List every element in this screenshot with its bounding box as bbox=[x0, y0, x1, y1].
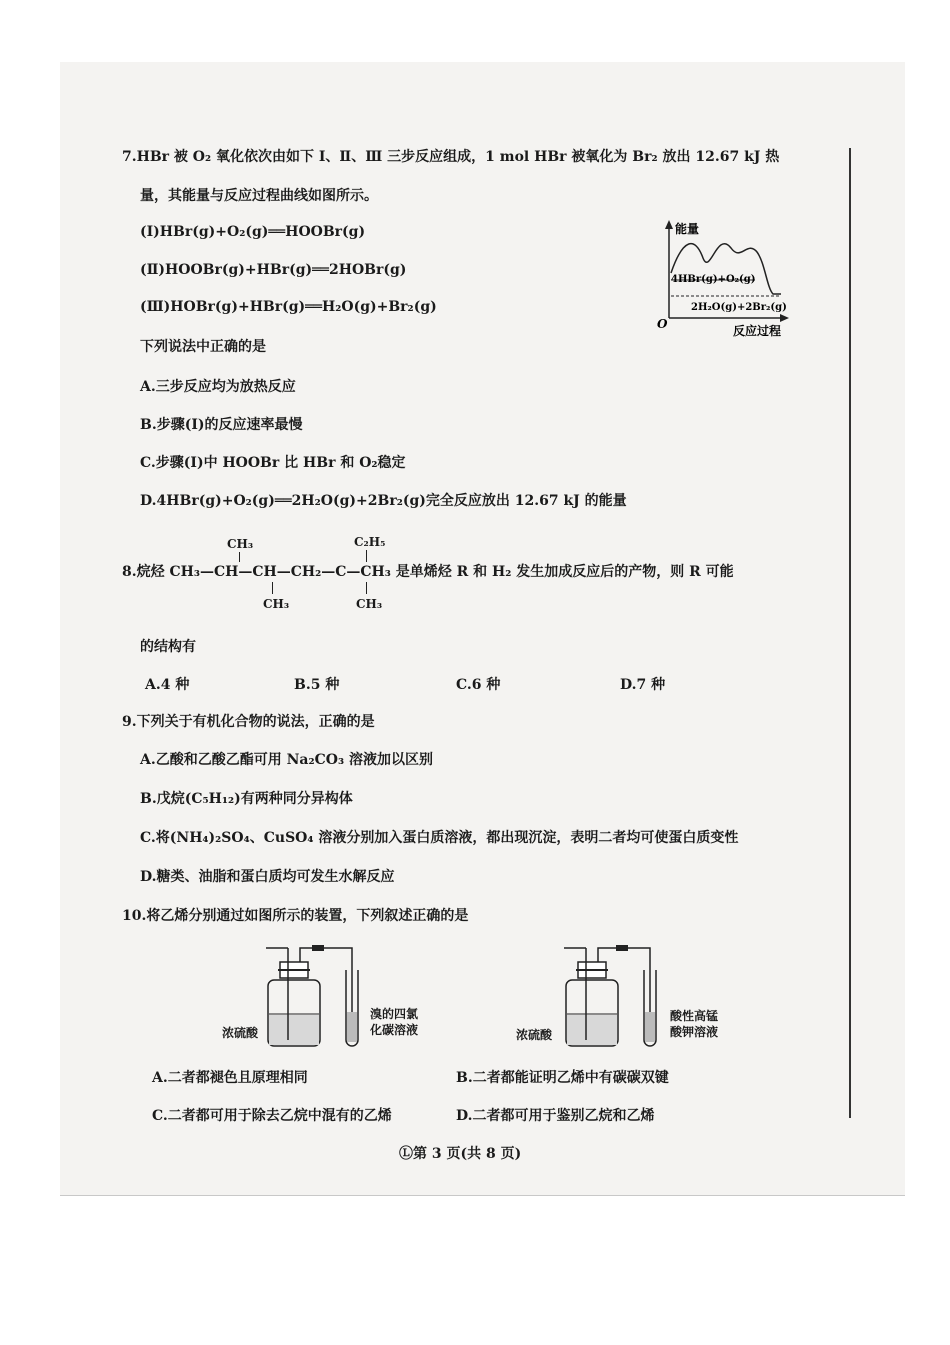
q8-stem-line1: 8.烷烃 CH₃—CH—CH—CH₂—C—CH₃ 是单烯烃 R 和 H₂ 发生加成反应后的产物，则 R 可能 bbox=[122, 564, 734, 580]
left-tube-label-2: 化碳溶液 bbox=[370, 1023, 419, 1037]
page-footer: Ⓛ第 3 页(共 8 页) bbox=[399, 1146, 522, 1162]
reactant-label: 4HBr(g)+O₂(g) bbox=[671, 274, 756, 285]
q7-equation-2: (Ⅱ)HOOBr(g)+HBr(g)══2HOBr(g) bbox=[140, 262, 407, 278]
q8-bond bbox=[366, 550, 367, 562]
process-axis-label: 反应过程 bbox=[733, 324, 782, 338]
q10-option-b: B.二者都能证明乙烯中有碳碳双键 bbox=[456, 1070, 669, 1086]
q8-top-c2h5: C₂H₅ bbox=[354, 535, 386, 549]
left-apparatus-diagram bbox=[262, 940, 372, 1052]
q10-stem: 10.将乙烯分别通过如图所示的装置，下列叙述正确的是 bbox=[122, 908, 469, 924]
energy-diagram bbox=[655, 218, 795, 343]
q8-bottom-ch3: CH₃ bbox=[263, 597, 290, 611]
q10-option-c: C.二者都可用于除去乙烷中混有的乙烯 bbox=[152, 1108, 392, 1124]
product-label: 2H₂O(g)+2Br₂(g) bbox=[691, 302, 787, 313]
q8-option-a: A.4 种 bbox=[145, 677, 190, 693]
q9-option-b: B.戊烷(C₅H₁₂)有两种同分异构体 bbox=[140, 791, 353, 807]
margin-rule bbox=[849, 148, 851, 1118]
left-bottle-label: 浓硫酸 bbox=[222, 1026, 259, 1040]
right-apparatus-diagram bbox=[562, 940, 672, 1052]
q8-option-d: D.7 种 bbox=[620, 677, 666, 693]
right-tube-label-1: 酸性高锰 bbox=[670, 1009, 719, 1023]
q7-option-d: D.4HBr(g)+O₂(g)══2H₂O(g)+2Br₂(g)完全反应放出 12.67 kJ 的能量 bbox=[140, 493, 627, 509]
q8-bond bbox=[366, 582, 367, 594]
q7-prompt: 下列说法中正确的是 bbox=[140, 339, 266, 355]
q8-bond bbox=[272, 582, 273, 594]
q8-bond bbox=[239, 552, 240, 562]
q7-option-b: B.步骤(Ⅰ)的反应速率最慢 bbox=[140, 417, 303, 433]
q7-option-c: C.步骤(Ⅰ)中 HOOBr 比 HBr 和 O₂稳定 bbox=[140, 455, 406, 471]
q9-option-c: C.将(NH₄)₂SO₄、CuSO₄ 溶液分别加入蛋白质溶液，都出现沉淀，表明二者均可使蛋白质变性 bbox=[140, 830, 739, 846]
q9-option-d: D.糖类、油脂和蛋白质均可发生水解反应 bbox=[140, 869, 395, 885]
q8-bottom-ch3: CH₃ bbox=[356, 597, 383, 611]
q9-stem: 9.下列关于有机化合物的说法，正确的是 bbox=[122, 714, 375, 730]
q10-option-d: D.二者都可用于鉴别乙烷和乙烯 bbox=[456, 1108, 655, 1124]
q8-stem-line2: 的结构有 bbox=[140, 639, 196, 655]
origin-label: O bbox=[657, 317, 668, 331]
q8-option-c: C.6 种 bbox=[456, 677, 501, 693]
q7-option-a: A.三步反应均为放热反应 bbox=[140, 379, 296, 395]
right-bottle-label: 浓硫酸 bbox=[516, 1028, 553, 1042]
q8-option-b: B.5 种 bbox=[294, 677, 340, 693]
q7-stem-line2: 量，其能量与反应过程曲线如图所示。 bbox=[140, 188, 378, 204]
q8-top-ch3: CH₃ bbox=[227, 537, 254, 551]
q7-equation-1: (Ⅰ)HBr(g)+O₂(g)══HOOBr(g) bbox=[140, 224, 366, 240]
left-tube-label-1: 溴的四氯 bbox=[370, 1007, 419, 1021]
q7-stem-line1: 7.HBr 被 O₂ 氧化依次由如下 Ⅰ、Ⅱ、Ⅲ 三步反应组成，1 mol HBr 被氧化为 Br₂ 放出 12.67 kJ 热 bbox=[122, 149, 780, 165]
q7-equation-3: (Ⅲ)HOBr(g)+HBr(g)══H₂O(g)+Br₂(g) bbox=[140, 299, 437, 315]
q9-option-a: A.乙酸和乙酸乙酯可用 Na₂CO₃ 溶液加以区别 bbox=[140, 752, 433, 768]
q10-option-a: A.二者都褪色且原理相同 bbox=[152, 1070, 308, 1086]
energy-axis-label: 能量 bbox=[675, 222, 700, 236]
right-tube-label-2: 酸钾溶液 bbox=[670, 1025, 719, 1039]
